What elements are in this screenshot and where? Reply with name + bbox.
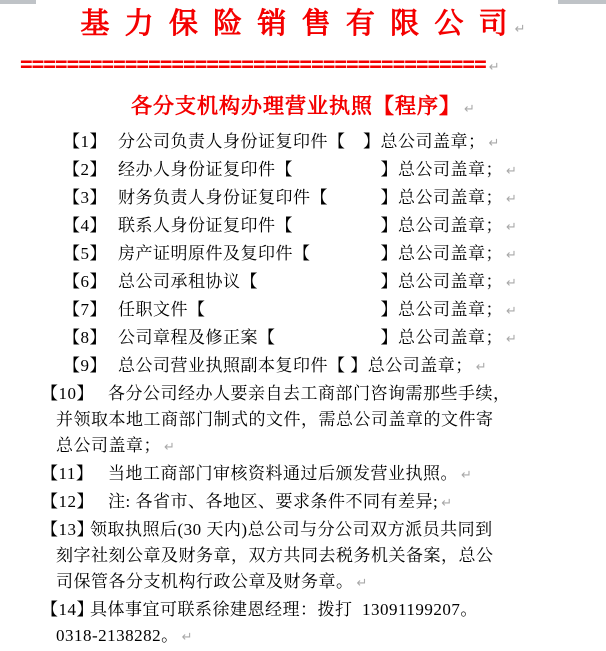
list-item xyxy=(0,157,606,185)
item-text: 公司章程及修正案【 】总公司盖章； xyxy=(118,328,503,347)
page-edge-mark-right xyxy=(558,0,606,4)
paragraph-mark: ↵ xyxy=(506,164,517,179)
list-item xyxy=(0,241,606,269)
item-number: 【1】 xyxy=(63,132,107,151)
list-item xyxy=(0,129,606,157)
item-number: 【6】 xyxy=(63,272,107,291)
paragraph-mark: ↵ xyxy=(506,276,517,291)
paragraph-mark: ↵ xyxy=(488,60,500,75)
item-line-first xyxy=(0,517,606,543)
paragraph-mark: ↵ xyxy=(506,248,517,263)
item-number: 【13】 xyxy=(41,520,94,539)
item-number: 【10】 xyxy=(41,384,94,403)
paragraph-mark: ↵ xyxy=(514,22,526,37)
item-line-first xyxy=(0,129,606,157)
company-title: 基 力 保 险 销 售 有 限 公 司 xyxy=(80,8,512,40)
paragraph-mark: ↵ xyxy=(488,136,500,151)
item-text: 总公司营业执照副本复印件【 】总公司盖章； xyxy=(118,356,473,375)
item-line-first xyxy=(0,297,606,325)
section-heading: 各分支机构办理营业执照【程序】 xyxy=(131,94,462,118)
item-number: 【7】 xyxy=(63,300,107,319)
paragraph-mark: ↵ xyxy=(441,496,453,511)
item-line-first xyxy=(0,213,606,241)
item-number: 【12】 xyxy=(41,492,94,511)
item-line-first xyxy=(0,597,606,623)
item-number: 【2】 xyxy=(63,160,107,179)
list-item xyxy=(0,461,606,489)
item-line-first xyxy=(0,353,606,381)
item-text: 总公司承租协议【 】总公司盖章； xyxy=(118,272,503,291)
item-text: 领取执照后(30 天内)总公司与分公司双方派员共同到 xyxy=(90,520,493,539)
item-line-first xyxy=(0,489,606,517)
paragraph-mark: ↵ xyxy=(506,192,517,207)
item-line-continuation xyxy=(0,433,606,461)
item-number: 【14】 xyxy=(41,600,94,619)
divider-row xyxy=(0,54,606,78)
paragraph-mark: ↵ xyxy=(464,102,475,117)
paragraph-mark: ↵ xyxy=(461,468,472,483)
paragraph-mark: ↵ xyxy=(506,304,517,319)
list-item xyxy=(0,381,606,461)
item-line-first xyxy=(0,381,606,407)
paragraph-mark: ↵ xyxy=(164,440,175,455)
paragraph-mark: ↵ xyxy=(506,332,517,347)
item-line-first xyxy=(0,157,606,185)
item-text: 各分公司经办人要亲自去工商部门咨询需那些手续， xyxy=(108,384,511,403)
item-number: 【11】 xyxy=(41,464,94,483)
list-item xyxy=(0,353,606,381)
item-line-first xyxy=(0,241,606,269)
item-text: 总公司盖章； xyxy=(56,436,161,455)
item-line-continuation xyxy=(0,569,606,597)
item-text: 0318-2138282。 xyxy=(56,626,179,645)
page-edge-mark-left xyxy=(0,0,36,4)
list-item xyxy=(0,185,606,213)
list-item xyxy=(0,597,606,651)
item-number: 【5】 xyxy=(63,244,107,263)
list-item xyxy=(0,269,606,297)
item-text: 分公司负责人身份证复印件【 】总公司盖章； xyxy=(118,132,486,151)
item-line-first xyxy=(0,325,606,353)
double-line-divider: ======================================== xyxy=(20,54,486,76)
paragraph-mark: ↵ xyxy=(506,220,517,235)
item-text: 任职文件【 】总公司盖章； xyxy=(118,300,503,319)
item-line-first xyxy=(0,185,606,213)
item-text: 并领取本地工商部门制式的文件，需总公司盖章的文件寄 xyxy=(56,410,494,429)
item-number: 【4】 xyxy=(63,216,107,235)
list-item xyxy=(0,489,606,517)
item-line-continuation xyxy=(0,543,606,569)
list-item xyxy=(0,213,606,241)
paragraph-mark: ↵ xyxy=(356,576,368,591)
item-number: 【8】 xyxy=(63,328,107,347)
list-item xyxy=(0,517,606,597)
item-number: 【3】 xyxy=(63,188,107,207)
list-item xyxy=(0,325,606,353)
item-line-first xyxy=(0,269,606,297)
paragraph-mark: ↵ xyxy=(181,630,193,645)
section-heading-row xyxy=(0,92,606,124)
paragraph-mark: ↵ xyxy=(475,360,487,375)
item-text: 当地工商部门审核资料通过后颁发营业执照。 xyxy=(108,464,458,483)
item-text: 注: 各省市、各地区、要求条件不同有差异; xyxy=(108,492,439,511)
item-line-first xyxy=(0,461,606,489)
items-list xyxy=(0,129,606,651)
list-item xyxy=(0,297,606,325)
item-line-continuation xyxy=(0,623,606,651)
item-text: 司保管各分支机构行政公章及财务章。 xyxy=(56,572,354,591)
item-line-continuation xyxy=(0,407,606,433)
item-text: 房产证明原件及复印件【 】总公司盖章； xyxy=(118,244,503,263)
item-text: 具体事宜可联系徐建恩经理：拨打 13091199207。 xyxy=(90,600,478,619)
item-text: 经办人身份证复印件【 】总公司盖章； xyxy=(118,160,503,179)
company-title-row xyxy=(0,0,606,47)
item-text: 财务负责人身份证复印件【 】总公司盖章； xyxy=(118,188,503,207)
item-text: 刻字社刻公章及财务章，双方共同去税务机关备案，总公 xyxy=(56,546,494,565)
item-text: 联系人身份证复印件【 】总公司盖章； xyxy=(118,216,503,235)
item-number: 【9】 xyxy=(63,356,107,375)
